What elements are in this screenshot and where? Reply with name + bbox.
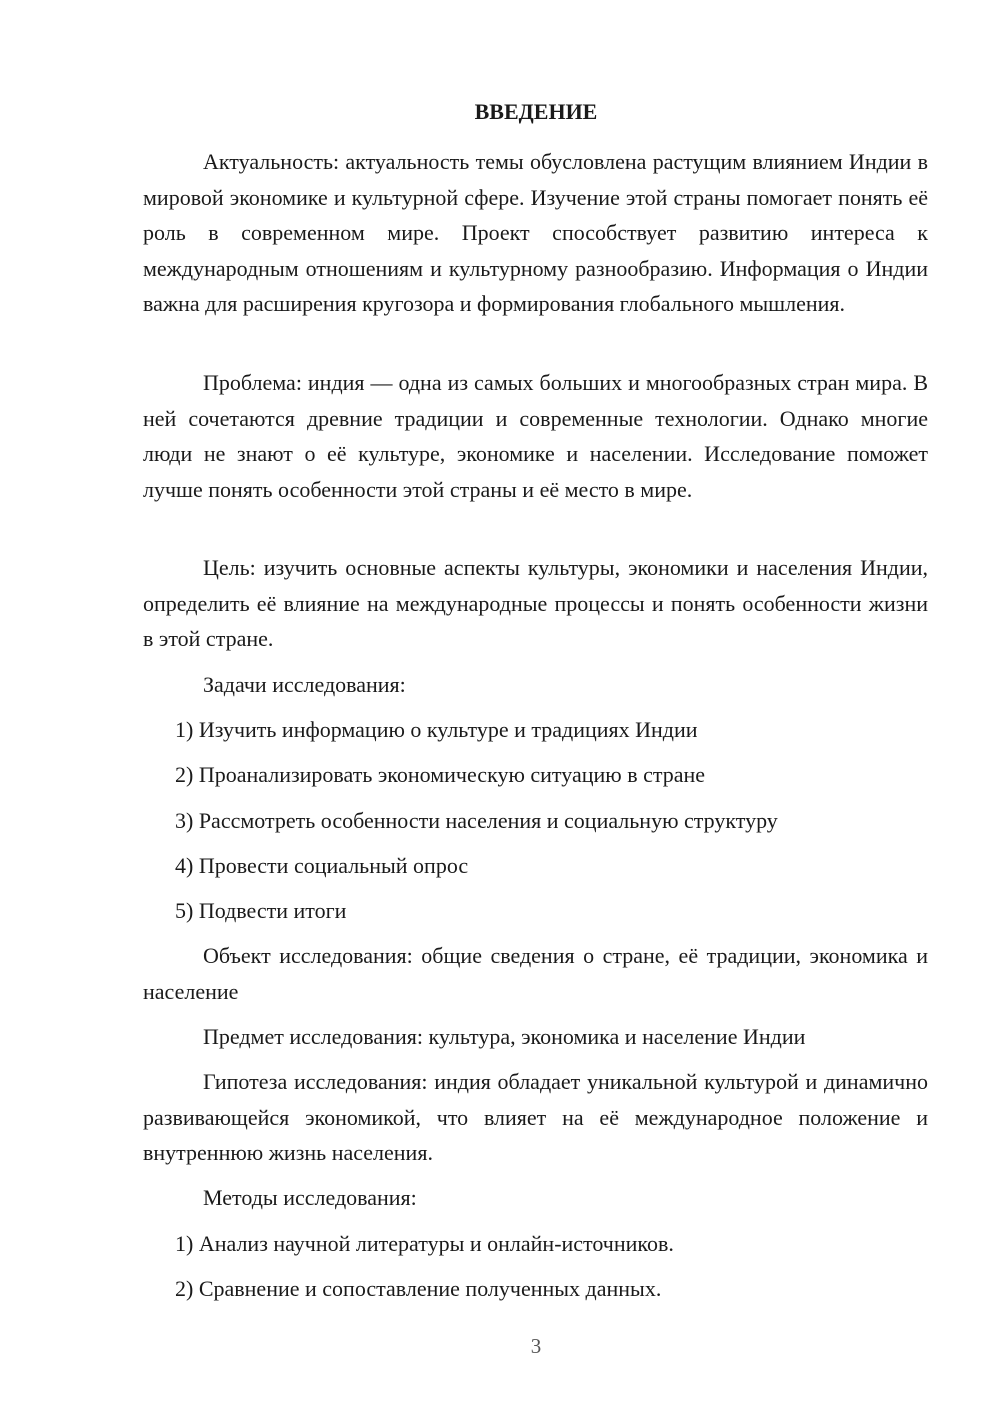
goal-paragraph: Цель: изучить основные аспекты культуры, экономики и населения Индии, определить её влияние на международные процессы и понять особенности жизни в этой стране. bbox=[143, 555, 928, 651]
object-paragraph: Объект исследования: общие сведения о стране, её традиции, экономика и население bbox=[143, 943, 928, 1004]
problem-paragraph: Проблема: индия — одна из самых больших и многообразных стран мира. В ней сочетаются древние традиции и современные технологии. Однако многие люди не знают о её культуре, экономике и населении. Исследование поможет лучше понять особенности этой страны и её место в мире. bbox=[143, 370, 928, 502]
tasks-heading: Задачи исследования: bbox=[203, 672, 406, 697]
page-number: 3 bbox=[530, 1334, 542, 1358]
task-item: 1) Изучить информацию о культуре и традициях Индии bbox=[175, 717, 698, 742]
methods-heading: Методы исследования: bbox=[203, 1185, 417, 1210]
hypothesis-paragraph: Гипотеза исследования: индия обладает уникальной культурой и динамично развивающейся экономикой, что влияет на её международное положение и внутреннюю жизнь населения. bbox=[143, 1069, 928, 1165]
relevance-paragraph: Актуальность: актуальность темы обусловлена растущим влиянием Индии в мировой экономике и культурной сфере. Изучение этой страны помогает понять её роль в современном мире. Проект способствует развитию интереса к международным отношениям и культурному разнообразию. Информация о Индии важна для расширения кругозора и формирования глобального мышления. bbox=[143, 149, 928, 316]
page-title: ВВЕДЕНИЕ bbox=[474, 99, 598, 124]
task-item: 2) Проанализировать экономическую ситуацию в стране bbox=[175, 762, 706, 787]
subject-paragraph: Предмет исследования: культура, экономика и население Индии bbox=[203, 1024, 806, 1049]
method-item: 1) Анализ научной литературы и онлайн-источников. bbox=[175, 1231, 674, 1256]
task-item: 4) Провести социальный опрос bbox=[175, 853, 469, 878]
task-item: 3) Рассмотреть особенности населения и социальную структуру bbox=[175, 808, 778, 833]
task-item: 5) Подвести итоги bbox=[175, 898, 347, 923]
method-item: 2) Сравнение и сопоставление полученных данных. bbox=[175, 1276, 662, 1301]
